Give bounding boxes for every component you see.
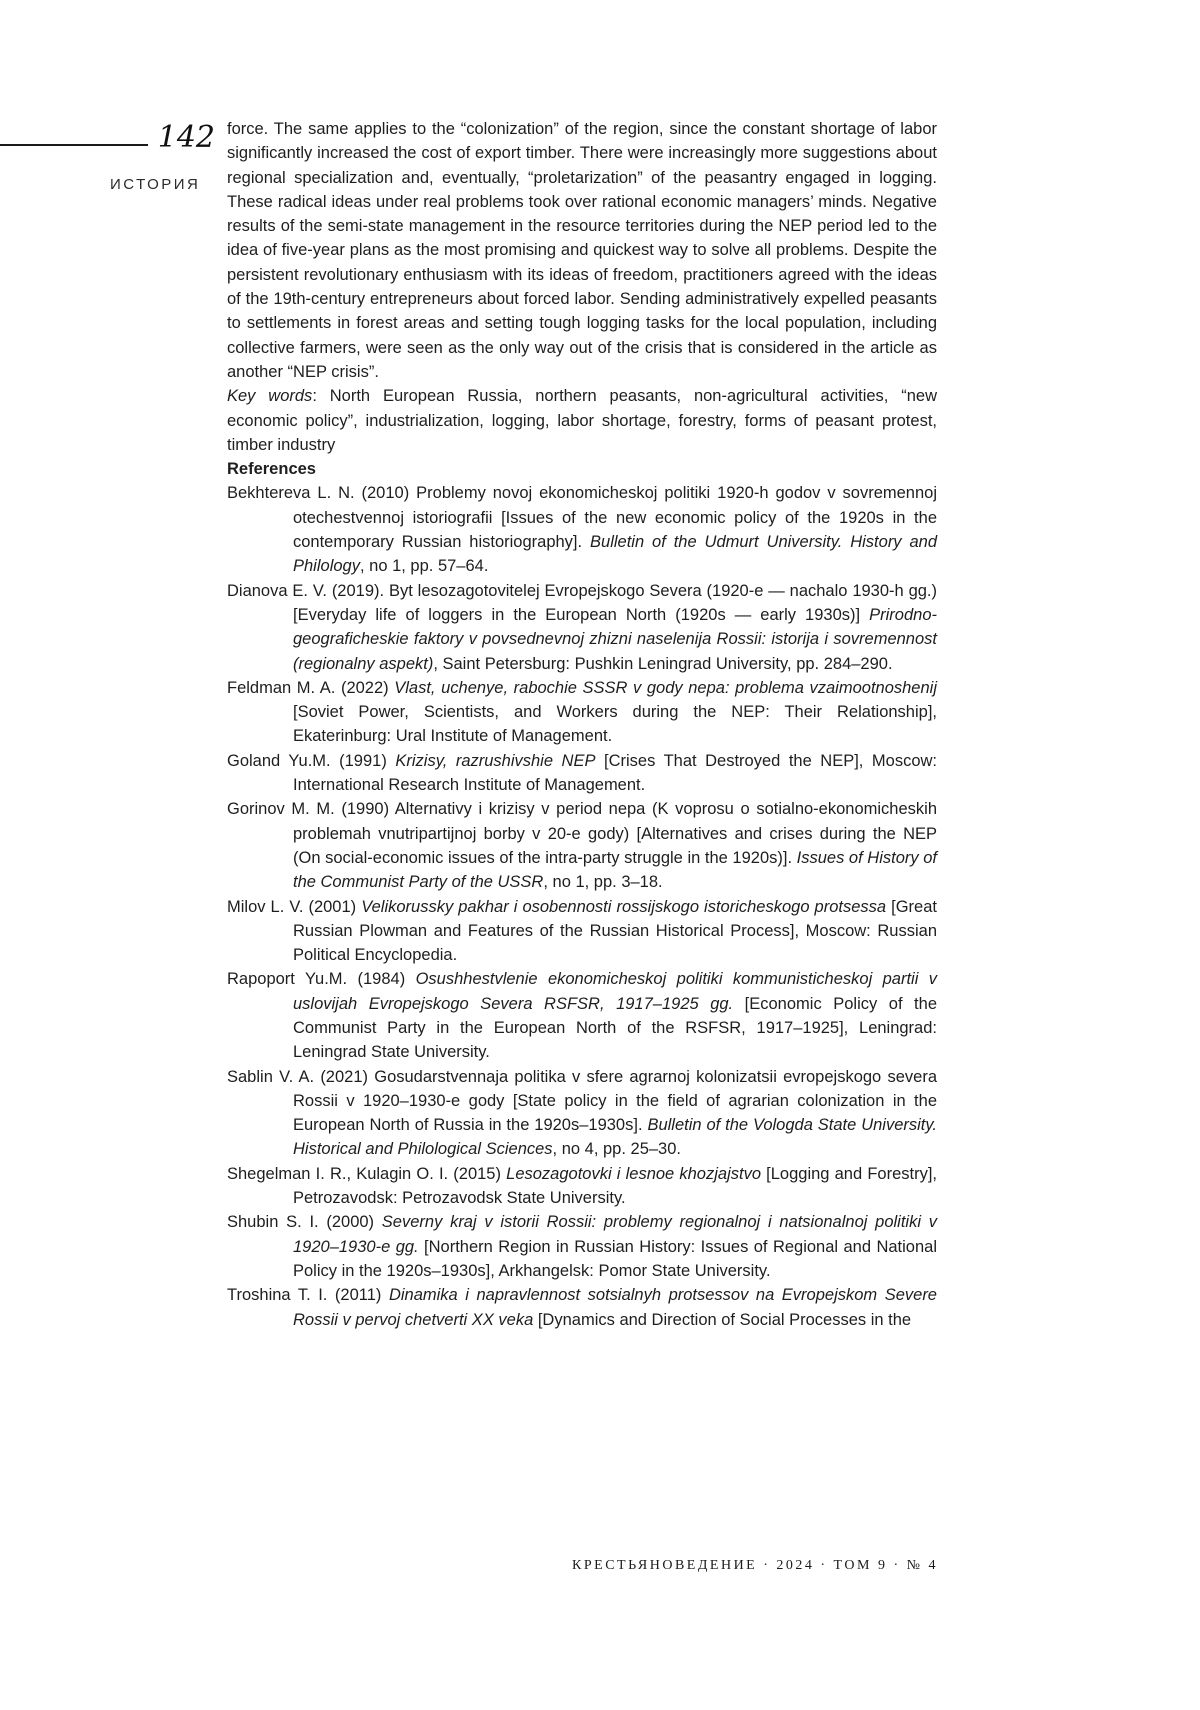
keywords-paragraph xyxy=(227,384,937,457)
text-run: Dianova E. V. (2019). Byt lesozagotovitelej Evropejskogo Severa (1920-e — nachalo 1930-h gg.) [Everyday life of loggers in the European North (1920s — early 1930s)] xyxy=(227,581,937,624)
text-run: Feldman M. A. (2022) xyxy=(227,678,395,697)
margin-rule xyxy=(0,144,148,146)
text-run: Gorinov M. M. (1990) Alternativy i krizisy v period nepa (K voprosu o sotialno-ekonomicheskih problemah vnutripartijnoj borby v 20-e gody) [Alternatives and crises during the NEP (On social-economic issues of the intra-party struggle in the 1920s)]. xyxy=(227,800,937,867)
text-run: Shubin S. I. (2000) xyxy=(227,1213,382,1232)
reference-entry xyxy=(227,797,937,894)
reference-entry xyxy=(227,895,937,968)
text-run: , Saint Petersburg: Pushkin Leningrad University, pp. 284–290. xyxy=(433,654,893,673)
reference-entry xyxy=(227,676,937,749)
reference-entry xyxy=(227,481,937,578)
text-run: Shegelman I. R., Kulagin O. I. (2015) xyxy=(227,1164,507,1183)
text-run: Rapoport Yu.M. (1984) xyxy=(227,970,416,989)
text-run: [Dynamics and Direction of Social Processes in the xyxy=(533,1310,912,1329)
reference-entry xyxy=(227,1162,937,1211)
reference-entry xyxy=(227,1065,937,1162)
article-body xyxy=(227,117,937,1332)
reference-entry xyxy=(227,1210,937,1283)
text-run: , no 1, pp. 3–18. xyxy=(543,873,663,892)
text-run: [Economic Policy of the Communist Party in the European North of the RSFSR, 1917–1925], Leningrad: Leningrad State University. xyxy=(293,994,937,1062)
text-run: [Logging and Forestry], Petrozavodsk: Petrozavodsk State University. xyxy=(293,1164,937,1208)
text-run: : North European Russia, northern peasants, non-agricultural activities, “new economic policy”, industrialization, logging, labor shortage, forestry, forms of peasant protest, timber industry xyxy=(227,387,937,454)
text-run: Milov L. V. (2001) xyxy=(227,897,362,916)
reference-entry xyxy=(227,1283,937,1332)
references-heading: References xyxy=(227,460,316,479)
italic-text-run: Lesozagotovki i lesnoe khozjajstvo xyxy=(506,1164,762,1183)
italic-text-run: Key words xyxy=(227,387,313,406)
italic-text-run: Severny kraj v istorii Rossii: problemy regionalnoj i natsionalnoj politiki v 1920–1930-e gg. xyxy=(293,1213,937,1256)
reference-entry xyxy=(227,749,937,798)
italic-text-run: Bulletin of the Vologda State University. Historical and Philological Sciences xyxy=(293,1116,937,1159)
text-run: [Northern Region in Russian History: Issues of Regional and National Policy in the 1920s–1930s], Arkhangelsk: Pomor State University. xyxy=(293,1237,937,1280)
reference-entry xyxy=(227,579,937,676)
abstract-paragraph: force. The same applies to the “colonization” of the region, since the constant shortage of labor significantly increased the cost of export timber. There were increasingly more suggestions about regional specialization and, eventually, “proletarization” of the peasantry engaged in logging. These radical ideas under real problems took over rational economic managers’ minds. Negative results of the semi-state management in the resource territories during the NEP period led to the idea of five-year plans as the most promising and quickest way to solve all problems. Despite the persistent revolutionary enthusiasm with its ideas of freedom, practitioners agreed with the ideas of the 19th-century entrepreneurs about forced labor. Sending administratively expelled peasants to settlements in forest areas and setting tough logging tasks for the local population, including collective farmers, were seen as the only way out of the crisis that is considered in the article as another “NEP crisis”. xyxy=(227,120,937,381)
text-run: [Soviet Power, Scientists, and Workers during the NEP: Their Relationship], Ekaterinburg: Ural Institute of Management. xyxy=(293,703,937,746)
italic-text-run: Bulletin of the Udmurt University. History and Philology xyxy=(293,533,937,576)
italic-text-run: Prirodno-geograficheskie faktory v povsednevnoj zhizni naselenija Rossii: istorija i sovremennost (regionalny aspekt) xyxy=(293,605,937,673)
text-run: , no 1, pp. 57–64. xyxy=(359,557,489,576)
text-run: [Crises That Destroyed the NEP], Moscow: International Research Institute of Management. xyxy=(293,751,937,795)
italic-text-run: Osushhestvlenie ekonomicheskoj politiki kommunisticheskoj partii v uslovijah Evropejskogo Severa RSFSR, 1917–1925 gg. xyxy=(293,970,938,1013)
text-run: , no 4, pp. 25–30. xyxy=(552,1140,681,1159)
italic-text-run: Krizisy, razrushivshie NEP xyxy=(395,751,596,770)
italic-text-run: Dinamika i napravlennost sotsialnyh protsessov na Evropejskom Severe Rossii v pervoj chetverti XX veka xyxy=(293,1286,937,1329)
section-label: ИСТОРИЯ xyxy=(110,176,201,193)
text-run: Bekhtereva L. N. (2010) Problemy novoj ekonomicheskoj politiki 1920-h godov v sovremennoj otechestvennoj istoriografii [Issues of the new economic policy of the 1920s in the contemporary Russian historiography]. xyxy=(227,484,937,552)
references-list xyxy=(227,481,937,1331)
text-run: Troshina T. I. (2011) xyxy=(227,1286,389,1305)
text-run: Goland Yu.M. (1991) xyxy=(227,751,396,770)
text-run: Sablin V. A. (2021) Gosudarstvennaja politika v sfere agrarnoj kolonizatsii evropejskogo severa Rossii v 1920–1930-e gody [State policy in the field of agrarian colonization in the European North of Russia in the 1920s–1930s]. xyxy=(227,1067,937,1135)
italic-text-run: Vlast, uchenye, rabochie SSSR v gody nepa: problema vzaimootnoshenij xyxy=(394,678,937,697)
page-number: 142 xyxy=(157,120,215,155)
italic-text-run: Velikorussky pakhar i osobennosti rossijskogo istoricheskogo protsessa xyxy=(361,897,887,916)
italic-text-run: Issues of History of the Communist Party of the USSR xyxy=(293,848,937,892)
text-run: [Great Russian Plowman and Features of the Russian Historical Process], Moscow: Russian Political Encyclopedia. xyxy=(293,897,937,965)
reference-entry xyxy=(227,967,937,1064)
journal-footer: КРЕСТЬЯНОВЕДЕНИЕ · 2024 · ТОМ 9 · № 4 xyxy=(572,1558,938,1573)
